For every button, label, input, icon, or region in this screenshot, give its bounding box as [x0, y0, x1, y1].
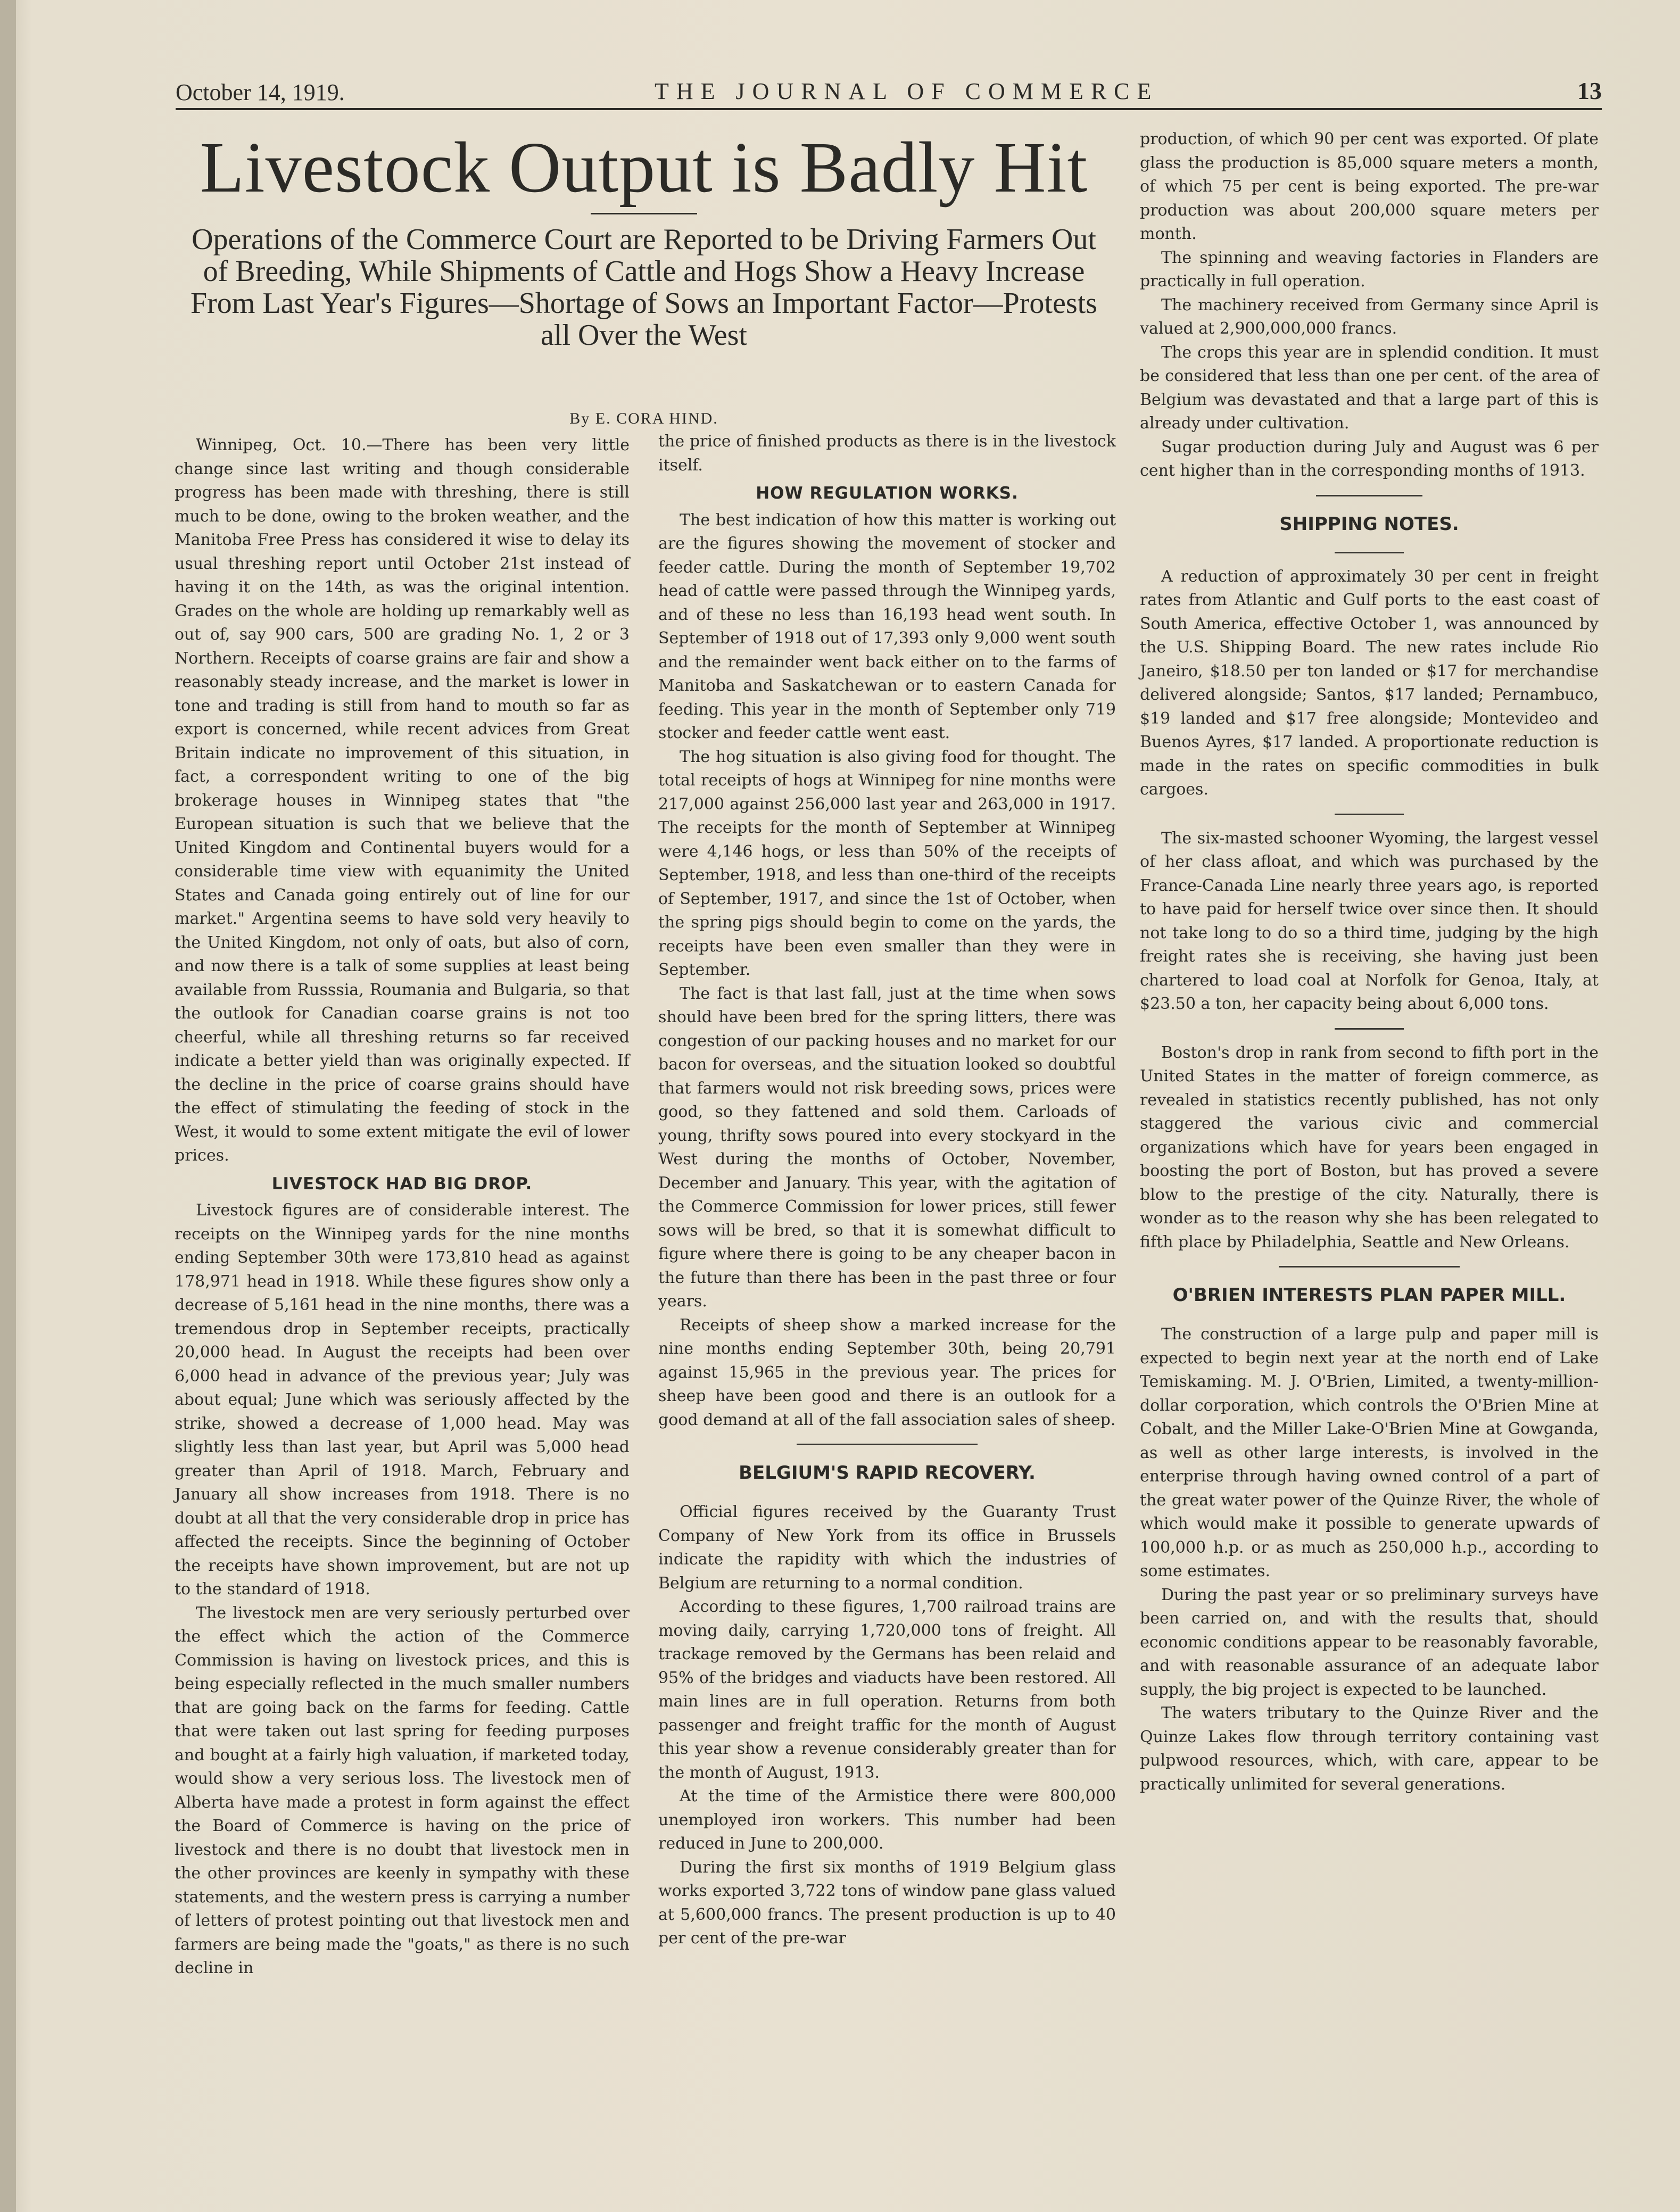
belgium-paragraph: During the first six months of 1919 Belgium glass works exported 3,722 tons of window pane glass valued at 5,600,000 francs. The present production is up to 40 per cent of the pre-war	[658, 1858, 1116, 1948]
shipping-paragraph: A reduction of approximately 30 per cent in freight rates from Atlantic and Gulf ports to the east coast of South America, effective October 1, was announced by the U.S. Shipping Board. The new rates include Rio Janeiro, $18.50 per ton landed or $17 for merchandise delivered alongside; Santos, $17 landed; Pernambuco, $19 landed and $17 free alongside; Montevideo and Buenos Ayres, $17 landed. A proportionate reduction is made in the rates on specific commodities in bulk cargoes.	[1140, 567, 1599, 799]
subheading-regulation: HOW REGULATION WORKS.	[756, 484, 1019, 503]
belgium-heading: BELGIUM'S RAPID RECOVERY.	[739, 1462, 1036, 1484]
section-divider	[797, 1444, 978, 1445]
header-date: October 14, 1919.	[176, 79, 345, 105]
column-1	[175, 434, 630, 1981]
belgium-paragraph: The crops this year are in splendid condition. It must be considered that less than one per cent. of the area of Belgium was devastated and that a large part of this is already under cultivation.	[1140, 343, 1599, 433]
subheading-livestock: LIVESTOCK HAD BIG DROP.	[271, 1174, 533, 1194]
header-rule	[176, 108, 1602, 110]
page-header	[176, 74, 1602, 106]
article-paragraph: The fact is that last fall, just at the time when sows should have been bred for the spring litters, there was congestion of our packing houses and no market for our bacon for overseas, and the situation looked so doubtful that farmers would not risk breeding sows, prices were good, so they fattened and sold them. Carloads of young, thrifty sows poured into every stockyard in the West during the months of October, November, December and January. This year, with the agitation of the Commerce Commission for lower prices, still fewer sows will be bred, so that it is somewhat difficult to figure where there is going to be any cheaper bacon in the future than there has been in the past three or four years.	[658, 984, 1116, 1311]
section-divider	[1335, 1028, 1404, 1030]
article-headline: Livestock Output is Badly Hit	[200, 128, 1088, 208]
article-paragraph: The livestock men are very seriously perturbed over the effect which the action of the Commerce Commission is having on livestock prices, and this is being especially reflected in the much smaller numbers that are going back on the farms for feeding. Cattle that were taken out last spring for feeding purposes and bought at a fairly high valuation, if marketed today, would show a very serious loss. The livestock men of Alberta have made a protest in form against the effect the Board of Commerce is having on the price of livestock and there is no doubt that livestock men in the other provinces are keenly in sympathy with these statements, and the western press is carrying a number of letters of protest pointing out that livestock men and farmers are being made the "goats," as there is no such decline in	[175, 1603, 630, 1977]
section-divider	[1316, 495, 1422, 496]
section-divider	[1335, 552, 1404, 553]
section-divider	[1279, 1266, 1460, 1267]
belgium-paragraph: Sugar production during July and August was 6 per cent higher than in the corresponding months of 1913.	[1140, 437, 1599, 480]
belgium-paragraph: production, of which 90 per cent was exported. Of plate glass the production is 85,000 square meters a month, of which 75 per cent is being exported. The pre-war production was about 200,000 square meters per month.	[1140, 130, 1599, 243]
article-paragraph: The best indication of how this matter is working out are the figures showing the movement of stocker and feeder cattle. During the month of September 19,702 head of cattle were passed through the Winnipeg yards, and of these no less than 16,193 head went south. In September of 1918 out of 17,393 only 9,000 went south and the remainder went back either on to the farms of Manitoba and Saskatchewan or to eastern Canada for feeding. This year in the month of September only 719 stocker and feeder cattle went east.	[658, 510, 1116, 742]
obrien-paragraph: The waters tributary to the Quinze River and the Quinze Lakes flow through territory containing vast pulpwood resources, which, with care, appear to be practically unlimited for several generations.	[1140, 1704, 1599, 1794]
obrien-heading: O'BRIEN INTERESTS PLAN PAPER MILL.	[1172, 1285, 1566, 1306]
headline-divider	[591, 213, 697, 214]
section-divider	[1335, 814, 1404, 815]
shipping-paragraph: Boston's drop in rank from second to fifth port in the United States in the matter of foreign commerce, as revealed in statistics recently published, has not only staggered the various civic and commercial organizations which have for years been engaged in boosting the port of Boston, but has proved a severe blow to the prestige of the city. Naturally, there is wonder as to the reason why she has been relegated to fifth place by Philadelphia, Seattle and New Orleans.	[1140, 1043, 1599, 1252]
belgium-paragraph: The machinery received from Germany since April is valued at 2,900,000,000 francs.	[1140, 295, 1599, 338]
belgium-paragraph: The spinning and weaving factories in Flanders are practically in full operation.	[1140, 248, 1599, 291]
header-page-number: 13	[1577, 77, 1602, 104]
binding-edge	[0, 0, 16, 2212]
article-paragraph: Receipts of sheep show a marked increase for the nine months ending September 30th, being 20,791 against 15,965 in the previous year. The prices for sheep have been good and there is an outlook for a good demand at all of the fall association sales of sheep.	[658, 1315, 1116, 1429]
shipping-paragraph: The six-masted schooner Wyoming, the largest vessel of her class afloat, and which was purchased by the France-Canada Line nearly three years ago, is reported to have paid for herself twice over since then. It should not take long to do so a third time, judging by the high freight rates she is receiving, she having just been chartered to load coal at Norfolk for Genoa, Italy, at $23.50 a ton, her capacity being about 6,000 tons.	[1140, 829, 1599, 1013]
header-journal-title: THE JOURNAL OF COMMERCE	[655, 78, 1159, 104]
belgium-paragraph: Official figures received by the Guaranty Trust Company of New York from its office in Brussels indicate the rapidity with which the industries of Belgium are returning to a normal condition.	[658, 1503, 1116, 1593]
article-deck: Operations of the Commerce Court are Reported to be Driving Farmers Out of Breeding, While Shipments of Cattle and Hogs Show a Heavy Increase From Last Year's Figures—Shortage of Sows an Important Factor—Protests all Over the West	[191, 223, 1097, 352]
article-paragraph: The hog situation is also giving food for thought. The total receipts of hogs at Winnipeg for nine months were 217,000 against 256,000 last year and 263,000 in 1917. The receipts for the month of September at Winnipeg were 4,146 hogs, or less than 50% of the receipts of September, 1918, and less than one-third of the receipts of September, 1917, and since the 1st of October, when the spring pigs should begin to come on the yards, the receipts have been even smaller than they were in September.	[658, 747, 1116, 979]
shipping-heading: SHIPPING NOTES.	[1279, 513, 1459, 535]
column-2	[658, 430, 1116, 1951]
obrien-paragraph: During the past year or so preliminary surveys have been carried on, and with the results that, should economic conditions appear to be reasonably favorable, and with reasonable assurance of an adequate labor supply, the big project is expected to be launched.	[1140, 1585, 1599, 1699]
column-3	[1140, 128, 1599, 1796]
belgium-paragraph: At the time of the Armistice there were 800,000 unemployed iron workers. This number had been reduced in June to 200,000.	[658, 1787, 1116, 1853]
obrien-paragraph: The construction of a large pulp and paper mill is expected to begin next year at the north end of Lake Temiskaming. M. J. O'Brien, Limited, a twenty-million-dollar corporation, which controls the O'Brien Mine at Cobalt, and the Miller Lake-O'Brien Mine at Gowganda, as well as other large interests, is involved in the enterprise through having owned control of a part of the great water power of the Quinze River, the whole of which would make it possible to generate upwards of 100,000 h.p. or as much as 250,000 h.p., according to some estimates.	[1140, 1325, 1599, 1580]
belgium-paragraph: According to these figures, 1,700 railroad trains are moving daily, carrying 1,720,000 tons of freight. All trackage removed by the Germans has been relaid and 95% of the bridges and viaducts have been restored. All main lines are in full operation. Returns from both passenger and freight traffic for the month of August this year show a revenue considerably greater than for the month of August, 1913.	[658, 1597, 1116, 1782]
article-paragraph: Winnipeg, Oct. 10.—There has been very little change since last writing and though considerable progress has been made with threshing, there is still much to be done, owing to the broken weather, and the Manitoba Free Press has considered it wise to delay its usual threshing report until October 21st instead of having it on the 14th, as was the original intention. Grades on the whole are holding up remarkably well as out of, say 900 cars, 500 are grading No. 1, 2 or 3 Northern. Receipts of coarse grains are fair and show a reasonably steady increase, and the market is lower in tone and trading is still from hand to mouth so far as export is concerned, while recent advices from Great Britain indicate no improvement of this situation, in fact, a correspondent writing to one of the big brokerage houses in Winnipeg states that "the European situation is such that we believe that the United Kingdom and Continental buyers would for a considerable time view with equanimity the United States and Canada going entirely out of line for our market." Argentina seems to have sold very heavily to the United Kingdom, not only of oats, but also of corn, and now there is a talk of some supplies at least being available from Russsia, Roumania and Bulgaria, so that the outlook for Canadian coarse grains is not too cheerful, while all threshing returns so far received indicate a better yield than was originally expected. If the decline in the price of coarse grains should have the effect of stimulating the feeding of stock in the West, it would to some extent mitigate the evil of lower prices.	[175, 436, 630, 1165]
article-paragraph: the price of finished products as there is in the livestock itself.	[658, 432, 1116, 475]
article-paragraph: Livestock figures are of considerable interest. The receipts on the Winnipeg yards for the nine months ending September 30th were 173,810 head as against 178,971 head in 1918. While these figures show only a decrease of 5,161 head in the nine months, there was a tremendous drop in September receipts, practically 20,000 head. In August the receipts had been over 6,000 head in advance of the previous year; July was about equal; June which was seriously affected by the strike, showed a decrease of 1,000 head. May was slightly less than last year, but April was 5,000 head greater than April of 1918. March, February and January all show increases from 1918. There is no doubt at all that the very considerable drop in price has affected the receipts. Since the beginning of October the receipts have shown improvement, but are not up to the standard of 1918.	[175, 1201, 630, 1598]
article-byline: By E. CORA HIND.	[569, 410, 718, 427]
